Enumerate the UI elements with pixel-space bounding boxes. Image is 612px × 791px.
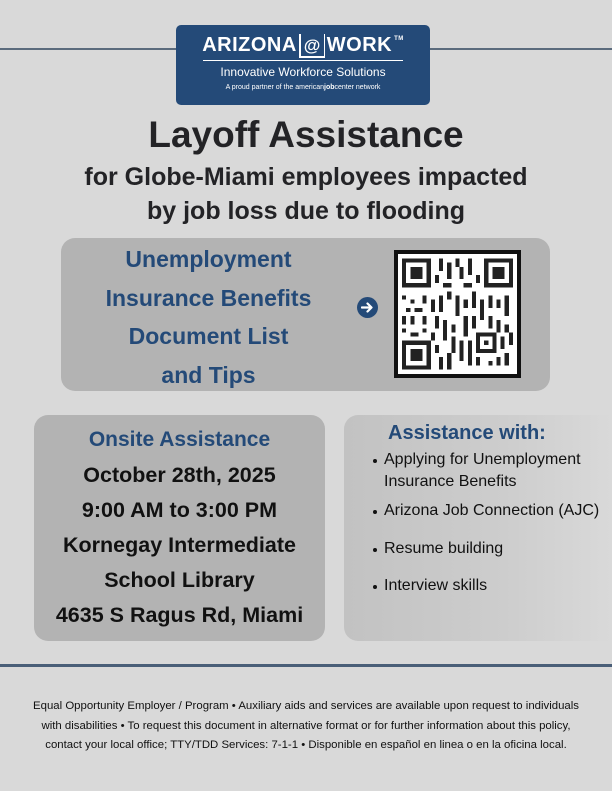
logo-brand-left: ARIZONA <box>202 34 297 56</box>
logo-tagline <box>176 84 430 92</box>
logo-brand <box>176 33 430 57</box>
ui-line-4: and Tips <box>161 361 256 388</box>
page-subtitle <box>0 160 612 228</box>
event-address: 4635 S Ragus Rd, Miami <box>55 603 304 627</box>
assistance-list <box>370 449 612 597</box>
arizona-at-work-logo <box>176 25 430 105</box>
list-item: Interview skills <box>370 575 612 597</box>
ui-line-2: Insurance Benefits <box>105 284 312 311</box>
footer-disclaimer: Equal Opportunity Employer / Program • Auxiliary aids and services are available upon request to individuals with disabilities • To request this document in alternative format or for further information about this policy, contact your local office; TTY/TDD Services: 7-1-1 • Disponible en español en linea o en la oficina local. <box>33 700 579 751</box>
event-location-line-2: School Library <box>104 568 255 592</box>
arizona-at-icon: @ <box>299 34 325 58</box>
assistance-with-box <box>344 415 612 641</box>
tagline-bold: job <box>324 84 335 91</box>
ui-benefits-banner <box>61 238 550 391</box>
event-time: 9:00 AM to 3:00 PM <box>81 498 278 522</box>
logo-rule <box>203 60 403 61</box>
subtitle-line-2: by job loss due to flooding <box>146 197 466 225</box>
onsite-assistance-box <box>34 415 325 641</box>
onsite-title: Onsite Assistance <box>88 428 271 451</box>
list-item: Arizona Job Connection (AJC) <box>370 500 612 522</box>
qr-code[interactable] <box>394 250 521 378</box>
tagline-pre: A proud partner of the american <box>225 84 325 91</box>
page-title: Layoff Assistance <box>148 114 464 155</box>
tagline-post: center network <box>334 84 381 91</box>
qr-code-icon <box>398 254 517 374</box>
list-item: Applying for Unemployment Insurance Benefits <box>370 449 612 492</box>
arrow-right-circle-icon <box>357 297 378 318</box>
trademark-mark: TM <box>394 36 404 42</box>
event-location-line-1: Kornegay Intermediate <box>63 533 296 557</box>
assistance-title: Assistance with: <box>388 422 546 444</box>
ui-line-3: Document List <box>128 323 289 349</box>
ui-benefits-heading <box>81 240 336 394</box>
footer-divider <box>0 664 612 667</box>
logo-brand-right: WORK <box>326 34 393 56</box>
event-date: October 28th, 2025 <box>83 463 276 487</box>
logo-subtitle: Innovative Workforce Solutions <box>220 65 386 79</box>
list-item: Resume building <box>370 538 612 560</box>
ui-line-1: Unemployment <box>125 246 292 272</box>
subtitle-line-1: for Globe-Miami employees impacted <box>84 163 528 191</box>
